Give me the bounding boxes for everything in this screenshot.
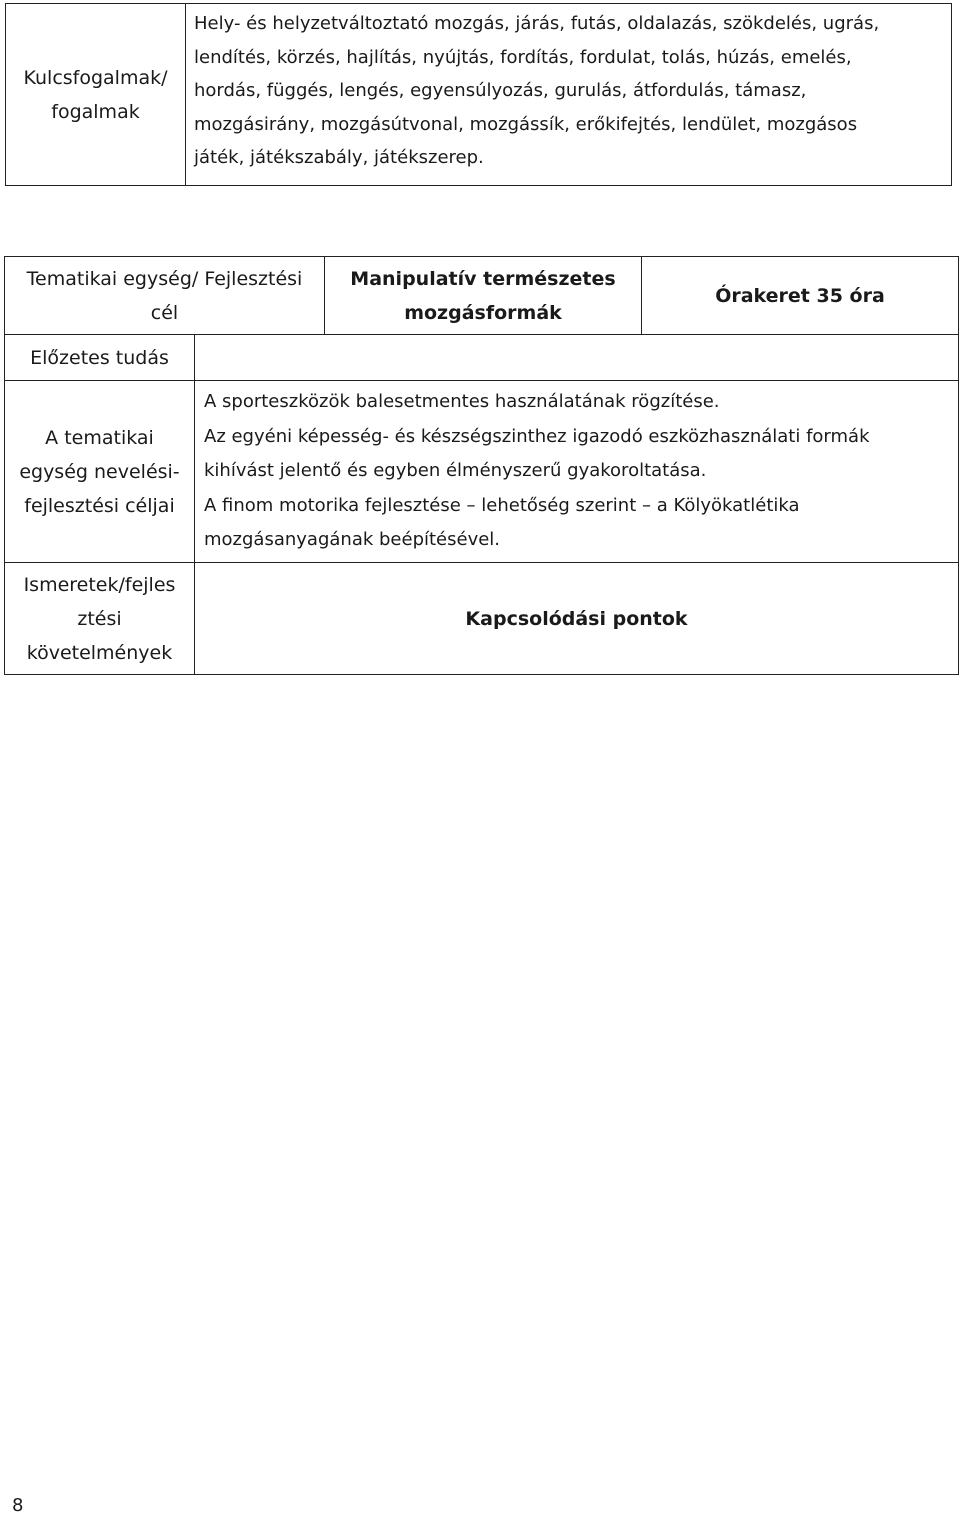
goals-line: A finom motorika fejlesztése – lehetőség szerint – a Kölyökatlétika <box>204 494 800 516</box>
goals-label-line3: fejlesztési céljai <box>24 494 175 517</box>
requirements-label-line3: követelmények <box>26 641 173 664</box>
prior-knowledge-label: Előzetes tudás <box>5 335 195 381</box>
key-concepts-line: lendítés, körzés, hajlítás, nyújtás, fordítás, fordulat, tolás, húzás, emelés, <box>194 46 852 68</box>
unit-hours: Órakeret 35 óra <box>642 257 959 335</box>
key-concepts-text <box>186 4 952 186</box>
key-concepts-table <box>5 3 952 186</box>
requirements-label-line1: Ismeretek/fejles <box>23 573 176 596</box>
key-concepts-label-line1: Kulcsfogalmak/ <box>23 66 168 89</box>
goals-line: kihívást jelentő és egyben élményszerű gyakoroltatása. <box>204 460 707 482</box>
key-concepts-line: hordás, függés, lengés, egyensúlyozás, gurulás, átfordulás, támasz, <box>194 80 807 101</box>
goals-line: A sporteszközök balesetmentes használatának rögzítése. <box>204 391 720 413</box>
key-concepts-line: játék, játékszabály, játékszerep. <box>194 147 484 168</box>
unit-header-label-line1: Tematikai egység/ Fejlesztési <box>26 267 303 290</box>
requirements-label-line2: ztési <box>77 607 122 630</box>
goals-label-line1: A tematikai <box>45 426 154 449</box>
unit-header-label <box>5 257 325 335</box>
goals-label <box>5 381 195 563</box>
key-concepts-line: Hely- és helyzetváltoztató mozgás, járás, futás, oldalazás, szökdelés, ugrás, <box>194 13 880 34</box>
goals-text <box>195 381 959 563</box>
unit-title-line2: mozgásformák <box>404 301 562 324</box>
unit-title-line1: Manipulatív természetes <box>350 267 616 290</box>
goals-label-line2: egység nevelési- <box>19 460 180 483</box>
key-concepts-line: mozgásirány, mozgásútvonal, mozgássík, erőkifejtés, lendület, mozgásos <box>194 113 858 135</box>
key-concepts-label <box>6 4 186 186</box>
requirements-label <box>5 563 195 675</box>
prior-knowledge-text <box>195 335 959 381</box>
unit-header-label-line2: cél <box>150 301 179 324</box>
goals-line: mozgásanyagának beépítésével. <box>204 529 501 551</box>
goals-line: Az egyéni képesség- és készségszinthez igazodó eszközhasználati formák <box>204 425 870 447</box>
unit-title <box>325 257 642 335</box>
thematic-unit-table <box>4 256 959 675</box>
page-number: 8 <box>12 1495 24 1516</box>
connections-label: Kapcsolódási pontok <box>195 563 959 675</box>
key-concepts-label-line2: fogalmak <box>51 100 140 123</box>
